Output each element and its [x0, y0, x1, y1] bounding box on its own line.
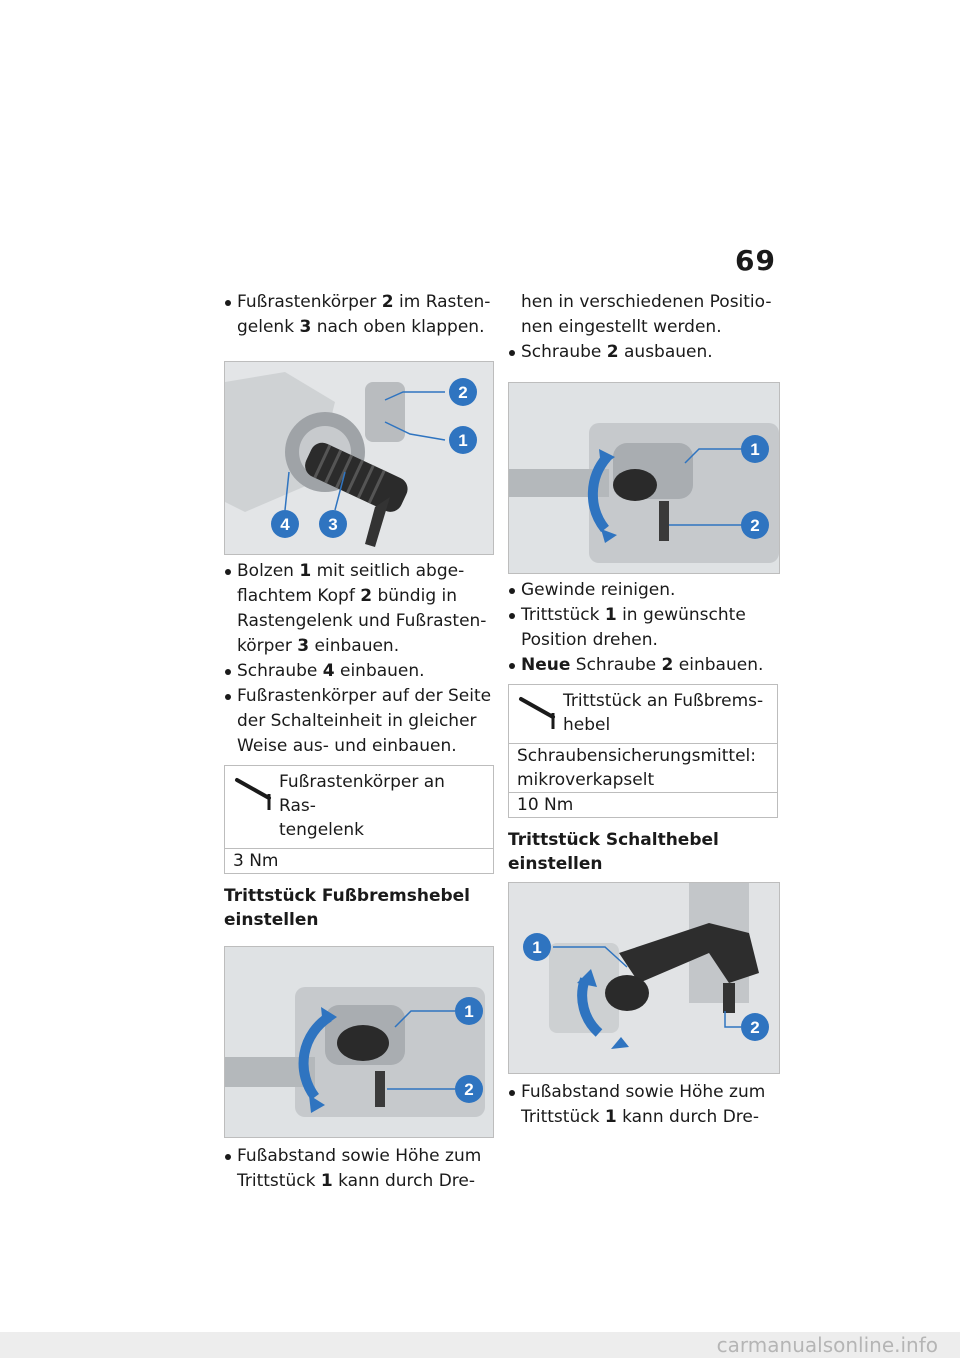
- shift-lever-illustration: [509, 883, 779, 1073]
- list-item-continued: der Schalteinheit in gleicher: [237, 711, 477, 731]
- torque-note: Schraubensicherungsmittel: mikroverkapselt: [509, 743, 777, 792]
- section-heading: Trittstück Fußbremshebel: [224, 886, 471, 906]
- section-heading: einstellen: [508, 854, 603, 874]
- list-item-continued: flachtem Kopf 2 bündig in: [237, 586, 458, 606]
- list-item-continued: Position drehen.: [521, 630, 658, 650]
- torque-spec-label: hebel: [563, 715, 611, 735]
- section-heading: einstellen: [224, 910, 319, 930]
- callout-label: 1: [750, 440, 760, 459]
- list-item: Fußrastenkörper auf der Seite: [224, 684, 494, 709]
- list-item-continued: gelenk 3 nach oben klappen.: [237, 317, 485, 337]
- list-item-continued: nen eingestellt werden.: [521, 317, 722, 337]
- torque-spec-box: [224, 765, 494, 874]
- list-item: Fußabstand sowie Höhe zum: [224, 1144, 494, 1169]
- callout-label: 1: [458, 431, 468, 450]
- list-item-continued: Trittstück 1 kann durch Dre-: [237, 1171, 475, 1191]
- torque-wrench-icon: [517, 689, 559, 733]
- list-item: Gewinde reinigen.: [508, 578, 778, 603]
- torque-value: 10 Nm: [509, 792, 777, 817]
- brake-lever-illustration: [225, 947, 493, 1137]
- list-item: Fußabstand sowie Höhe zum: [508, 1080, 778, 1105]
- list-item: Schraube 2 ausbauen.: [508, 340, 778, 365]
- callout-label: 2: [750, 516, 760, 535]
- list-item-continued: Trittstück 1 kann durch Dre-: [521, 1107, 759, 1127]
- callout-label: 3: [328, 515, 338, 534]
- torque-spec-box: [508, 684, 778, 818]
- brake-screw-illustration: [509, 383, 779, 573]
- list-item: Trittstück 1 in gewünschte: [508, 603, 778, 628]
- right-column: [508, 290, 778, 1130]
- footrest-illustration: [225, 362, 493, 554]
- callout-label: 4: [280, 515, 290, 534]
- list-item: Neue Schraube 2 einbauen.: [508, 653, 778, 678]
- torque-wrench-icon: [233, 770, 275, 814]
- callout-label: 2: [750, 1018, 760, 1037]
- watermark: carmanualsonline.info: [716, 1333, 938, 1357]
- list-item: Bolzen 1 mit seitlich abge-: [224, 559, 494, 584]
- torque-value: 3 Nm: [225, 848, 493, 873]
- shift-lever-figure: [508, 882, 780, 1074]
- callout-label: 2: [458, 383, 468, 402]
- section-heading: Trittstück Schalthebel: [508, 830, 719, 850]
- page-number: 69: [735, 244, 776, 277]
- list-item-continued: körper 3 einbauen.: [237, 636, 400, 656]
- brake-lever-figure: [224, 946, 494, 1138]
- footrest-figure: [224, 361, 494, 555]
- torque-spec-label: Fußrastenkörper an Ras-: [279, 772, 445, 816]
- callout-label: 2: [464, 1080, 474, 1099]
- list-item: Fußrastenkörper 2 im Rasten-: [224, 290, 494, 315]
- list-item-continued: Weise aus- und einbauen.: [237, 736, 457, 756]
- torque-spec-label: Trittstück an Fußbrems-: [563, 691, 764, 711]
- list-item: Schraube 4 einbauen.: [224, 659, 494, 684]
- list-item-continued: hen in verschiedenen Positio-: [521, 292, 772, 312]
- torque-spec-label: tengelenk: [279, 820, 364, 840]
- callout-label: 1: [464, 1002, 474, 1021]
- callout-label: 1: [532, 938, 542, 957]
- left-column: [224, 290, 494, 1194]
- brake-screw-figure: [508, 382, 780, 574]
- list-item-continued: Rastengelenk und Fußrasten-: [237, 611, 487, 631]
